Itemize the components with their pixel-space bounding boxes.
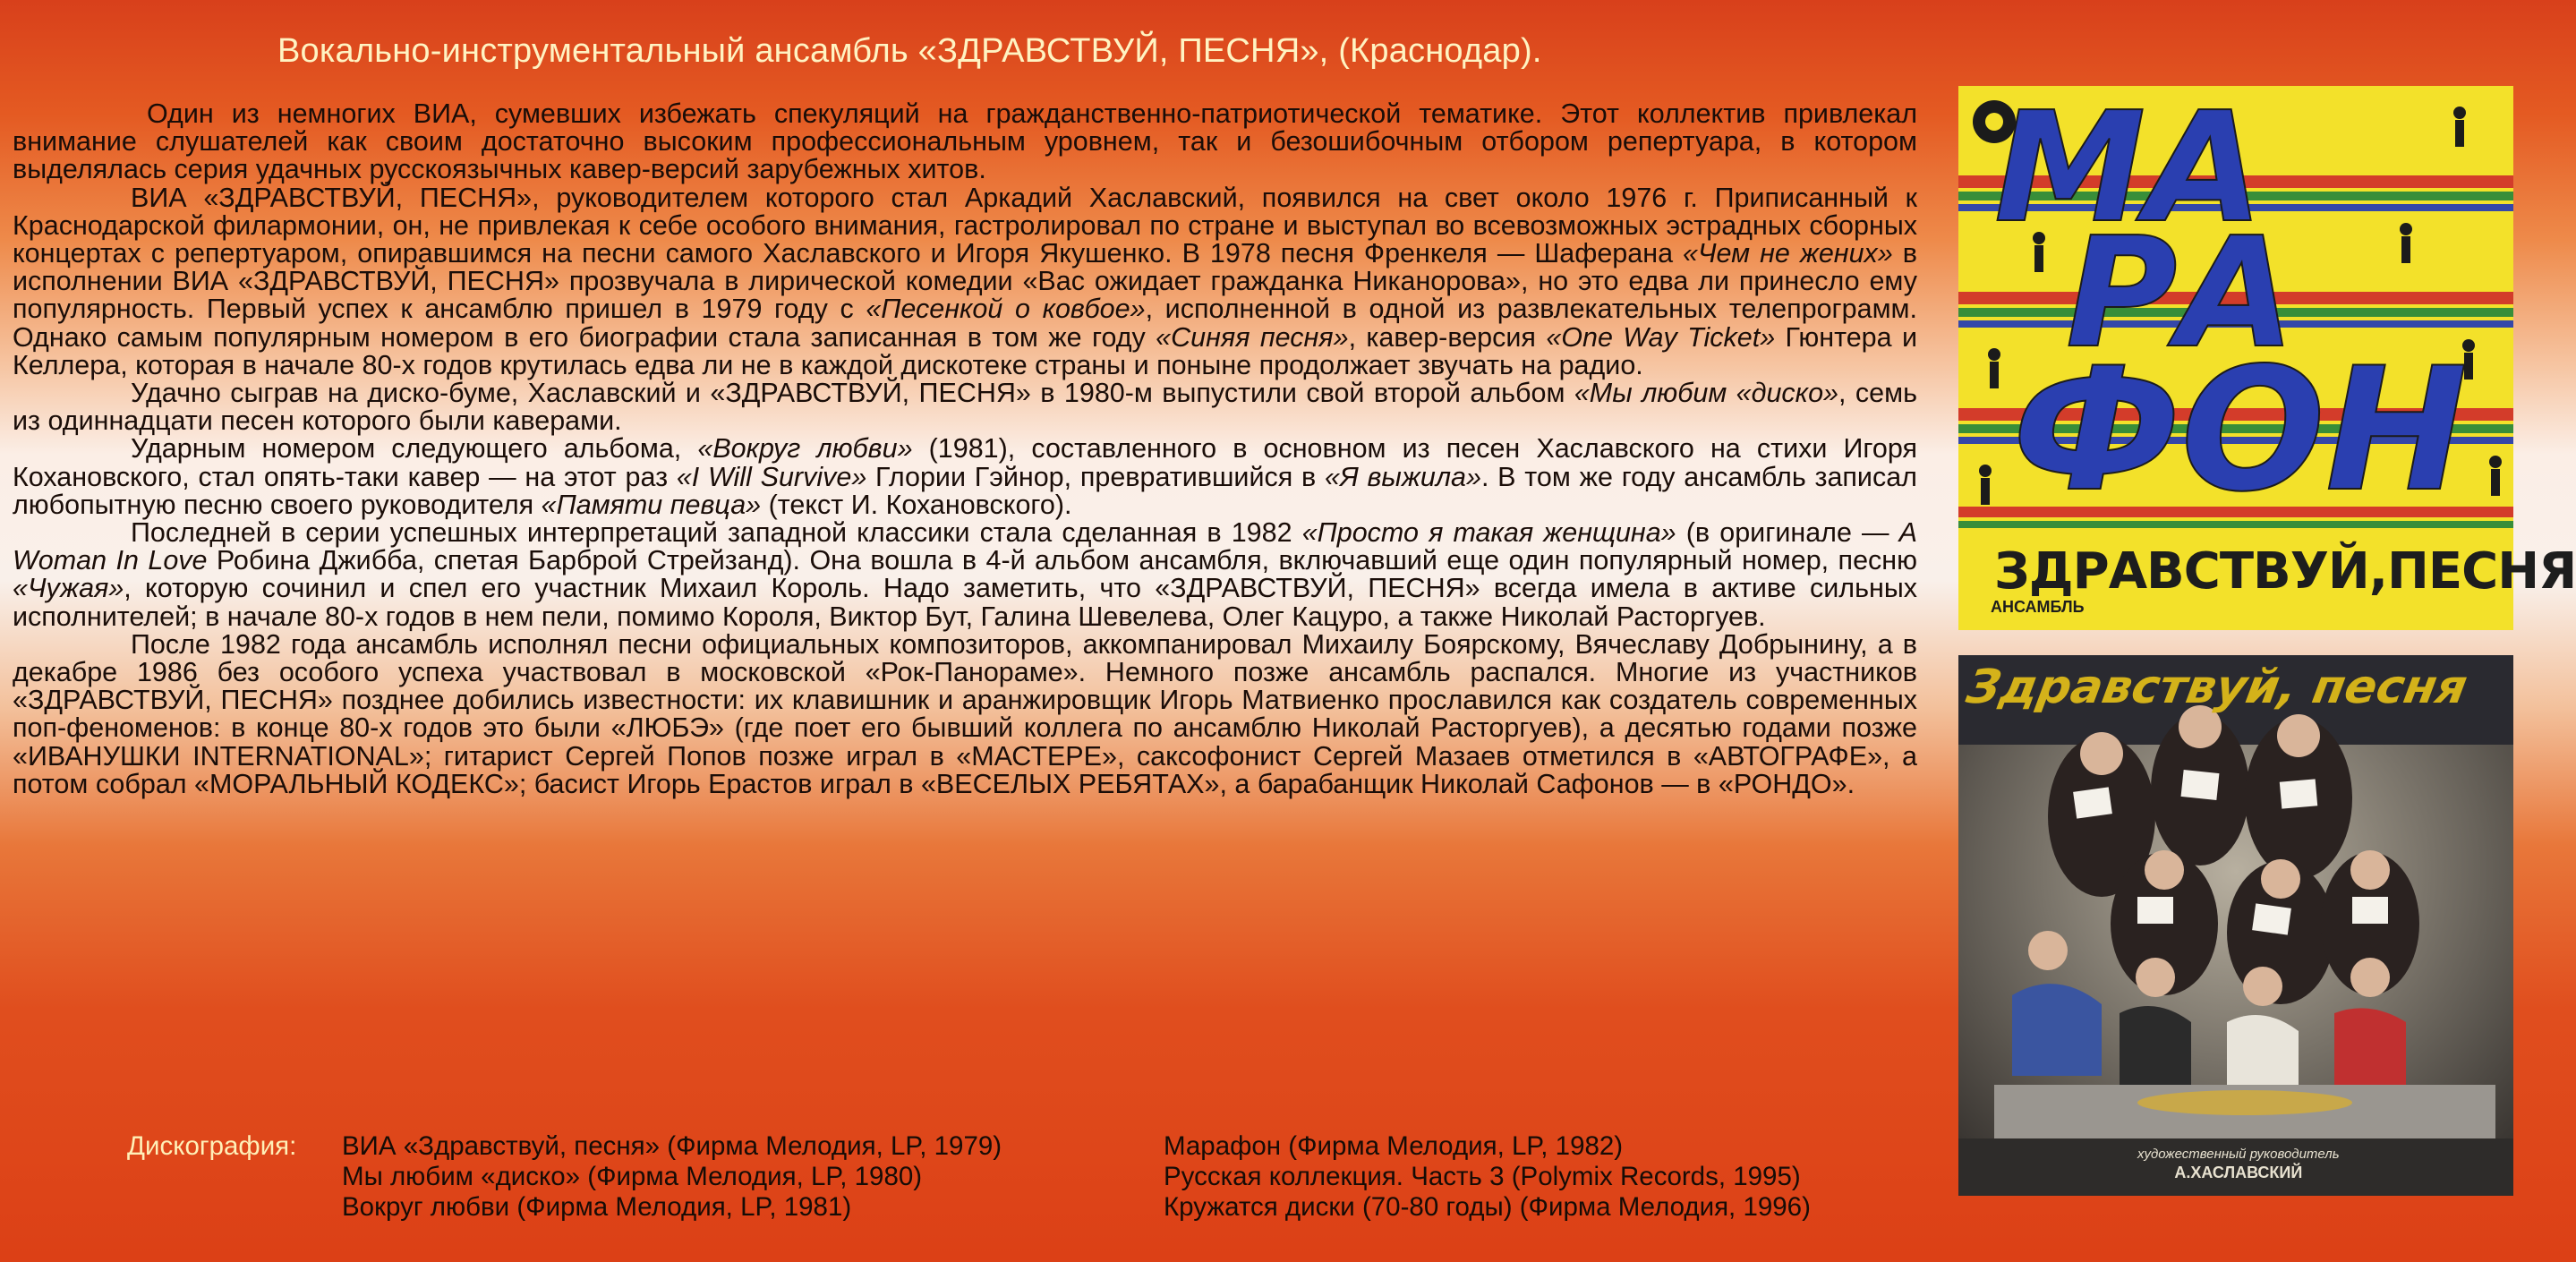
cover2-credit bbox=[2137, 1146, 2340, 1183]
cover2-credit-line: художественный руководитель bbox=[2137, 1147, 2340, 1162]
discography-item: Мы любим «диско» (Фирма Мелодия, LP, 1980) bbox=[342, 1162, 923, 1191]
group-photo bbox=[1958, 655, 2513, 1196]
cover1-band-name: ЗДРАВСТВУЙ,ПЕСНЯ bbox=[1994, 542, 2576, 601]
svg-text:ФОН: ФОН bbox=[2012, 331, 2468, 529]
discography-column-2 bbox=[1164, 1131, 1811, 1223]
discography-item: Русская коллекция. Часть 3 (Polymix Records, 1995) bbox=[1164, 1162, 1801, 1191]
paragraph-5: Последней в серии успешных интерпретаций западной классики стала сделанная в 1982 «Просто я такая женщина» (в оригинале — A Woman In Love Робина Джибба, спетая Барброй Стрейзанд). Она вошла в 4-й альбом ансамбля, включавший еще один популярный номер, песню «Чужая», которую сочинил и спел его участник Михаил Король. Надо заметить, что «ЗДРАВСТВУЙ, ПЕСНЯ» всегда имела в активе сильных исполнителей; в начале 80-х годов в нем пели, помимо Короля, Виктор Бут, Галина Шевелева, Олег Кацуро, а также Николай Расторгуев. bbox=[13, 517, 1917, 632]
discography-label: Дискография: bbox=[127, 1131, 297, 1161]
album-cover-group-photo bbox=[1958, 655, 2513, 1196]
discography-item: Кружатся диски (70-80 годы) (Фирма Мелодия, 1996) bbox=[1164, 1192, 1811, 1222]
article-text bbox=[13, 100, 1917, 798]
paragraph-6: После 1982 года ансамбль исполнял песни официальных композиторов, аккомпанировал Михаилу Боярскому, Вячеславу Добрынину, а в декабре 1986 без особого успеха участвовал в московской «Рок-Панораме». Немного позже ансамбль распался. Многие из участников «ЗДРАВСТВУЙ, ПЕСНЯ» позднее добились известности: их клавишник и аранжировщик Игорь Матвиенко прославился как создатель современных поп-феноменов: в конце 80-х годов это были «ЛЮБЭ» (где поет его бывший коллега по ансамблю Николай Расторгуев), а десятью годами позже «ИВАНУШКИ INTERNATIONAL»; гитарист Сергей Попов позже играл в «МАСТЕРЕ», саксофонист Сергей Мазаев отметился в «АВТОГРАФЕ», а потом собрал «МОРАЛЬНЫЙ КОДЕКС»; басист Игорь Ерастов играл в «ВЕСЕЛЫХ РЕБЯТАХ», а барабанщик Николай Сафонов — в «РОНДО». bbox=[13, 628, 1917, 799]
album-cover-marafon bbox=[1958, 80, 2576, 630]
cover2-credit-name: А.ХАСЛАВСКИЙ bbox=[2174, 1164, 2303, 1181]
cover2-title: Здравствуй, песня bbox=[1962, 661, 2471, 714]
paragraph-3: Удачно сыграв на диско-буме, Хаславский и «ЗДРАВСТВУЙ, ПЕСНЯ» в 1980-м выпустили свой второй альбом «Мы любим «диско», семь из одиннадцати песен которого были каверами. bbox=[13, 378, 1917, 437]
cover1-ensemble-label: АНСАМБЛЬ bbox=[1991, 598, 2085, 616]
paragraph-2: ВИА «ЗДРАВСТВУЙ, ПЕСНЯ», руководителем которого стал Аркадий Хаславский, появился на свет около 1976 г. Приписанный к Краснодарской филармонии, он, не привлекая к себе особого внимания, гастролировал по стране и выступал во всевозможных эстрадных сборных концертах с репертуаром, опиравшимся на песни самого Хаславского и Игоря Якушенко. В 1978 песня Френкеля — Шаферана «Чем не жених» в исполнении ВИА «ЗДРАВСТВУЙ, ПЕСНЯ» прозвучала в лирической комедии «Вас ожидает гражданка Никанорова», но это едва ли принесло ему популярность. Первый успех к ансамблю пришел в 1979 году с «Песенкой о ковбое», исполненной в одной из развлекательных телепрограмм. Однако самым популярным номером в его биографии стала записанная в том же году «Синяя песня», кавер-версия «One Way Ticket» Гюнтера и Келлера, которая в начале 80-х годов крутилась едва ли не в каждой дискотеке страны и поныне продолжает звучать на радио. bbox=[13, 182, 1918, 380]
discography-item: Вокруг любви (Фирма Мелодия, LP, 1981) bbox=[342, 1192, 852, 1222]
svg-text:МА: МА bbox=[1994, 80, 2264, 257]
paragraph-1: Один из немногих ВИА, сумевших избежать спекуляций на гражданственно-патриотической тематике. Этот коллектив привлекал внимание слушателей как своим достаточно высоким профессиональным уровнем, так и безошибочным отбором репертуара, в котором выделялась серия удачных русскоязычных кавер-версий зарубежных хитов. bbox=[13, 98, 1917, 185]
paragraph-4: Ударным номером следующего альбома, «Вокруг любви» (1981), составленного в основном из песен Хаславского на стихи Игоря Кохановского, стал опять-таки кавер — на этот раз «I Will Survive» Глории Гэйнор, превратившийся в «Я выжила». В том же году ансамбль записал любопытную песню своего руководителя «Памяти певца» (текст И. Кохановского). bbox=[13, 433, 1917, 520]
page-title: Вокально-инструментальный ансамбль «ЗДРАВСТВУЙ, ПЕСНЯ», (Краснодар). bbox=[277, 32, 1542, 70]
discography-column-1 bbox=[342, 1131, 1002, 1223]
svg-text:РА: РА bbox=[2066, 205, 2296, 382]
discography-item: Марафон (Фирма Мелодия, LP, 1982) bbox=[1164, 1131, 1624, 1161]
discography-item: ВИА «Здравствуй, песня» (Фирма Мелодия, LP, 1979) bbox=[342, 1131, 1002, 1161]
